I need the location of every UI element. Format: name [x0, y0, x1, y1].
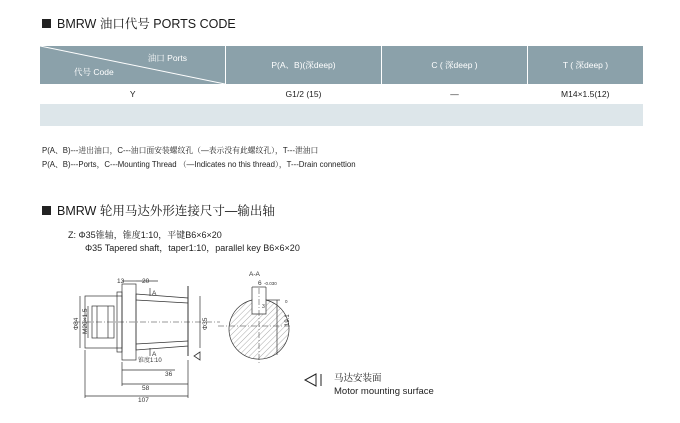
header-t: T ( 深deep ): [528, 46, 644, 84]
dim-phi84: Φ84: [73, 317, 80, 330]
dim-m20: M20×1.5: [82, 308, 89, 334]
table-header-row: [40, 46, 643, 84]
section-mark-top: A: [152, 290, 157, 297]
shaft-desc-cn: Z: Φ35锥轴，锥度1:10，平键B6×6×20: [68, 230, 222, 240]
cell-t: M14×1.5(12): [561, 89, 610, 99]
dim-36: 36: [165, 371, 173, 378]
ports-section-title: [42, 14, 236, 32]
shaft-side-view: [74, 281, 220, 398]
dim-19: 19.1: [285, 314, 291, 326]
dim-13: 13: [117, 278, 125, 285]
corner-ports-label: 油口 Ports: [147, 53, 187, 63]
ports-code-table: [40, 46, 643, 126]
dim-20: 20: [142, 278, 150, 285]
table-blank-row: [40, 104, 643, 126]
header-c: C ( 深deep ): [382, 46, 528, 84]
section-aa-view: [218, 287, 292, 364]
cell-code: Y: [129, 89, 136, 99]
dim-3: 3: [262, 304, 265, 310]
table-row: [40, 84, 643, 104]
mounting-surface-icon: [302, 373, 328, 387]
header-p: P(A、B)(深deep): [226, 46, 382, 84]
cell-p: G1/2 (15): [285, 89, 322, 99]
shaft-section-title: [42, 201, 275, 219]
corner-code-label: 代号 Code: [74, 67, 114, 77]
section-aa-label: A-A: [249, 271, 260, 278]
taper-label: 锥度1:10: [138, 358, 162, 364]
dim-phi35: Φ35: [202, 317, 209, 330]
shaft-title-text: BMRW 轮用马达外形连接尺寸—输出轴: [57, 204, 275, 218]
note-english: P(A、B)---Ports，C---Mounting Thread （—Indicates no this thread），T---Drain connettion: [42, 160, 356, 169]
dim-6-tolerance: -0.030: [264, 281, 277, 286]
corner-header-cell: [40, 46, 226, 84]
square-bullet-icon: [42, 206, 51, 215]
dim-19-tolerance: 0: [285, 299, 288, 304]
dim-58: 58: [142, 385, 150, 392]
square-bullet-icon: [42, 19, 51, 28]
section-mark-bottom: A: [152, 351, 157, 358]
note-chinese: P(A、B)---进出油口，C---油口面安装螺纹孔（—表示没有此螺纹孔），T---泄油口: [42, 146, 319, 155]
cell-c: —: [450, 89, 459, 99]
shaft-desc-en: Φ35 Tapered shaft，taper1:10，parallel key B6×6×20: [85, 243, 300, 253]
mounting-label-en: Motor mounting surface: [334, 386, 434, 397]
dim-107: 107: [138, 397, 149, 402]
ports-title-text: BMRW 油口代号 PORTS CODE: [57, 17, 236, 31]
diagonal-divider: [40, 46, 225, 84]
dim-6: 6: [258, 280, 262, 287]
mounting-label-cn: 马达安装面: [334, 373, 382, 384]
